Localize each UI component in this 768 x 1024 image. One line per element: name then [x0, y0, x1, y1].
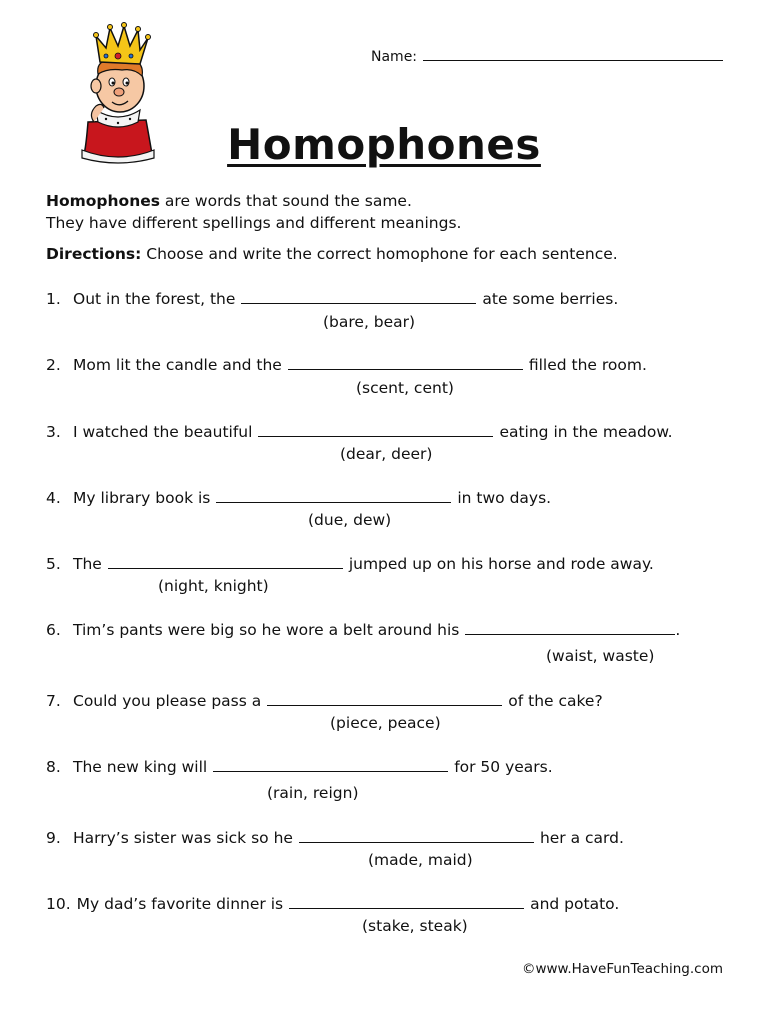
question-number: 6. [46, 621, 61, 639]
question-8 [46, 758, 553, 776]
question-text-after: for 50 years. [454, 758, 553, 776]
question-number: 9. [46, 829, 61, 847]
answer-blank[interactable] [216, 492, 451, 503]
worksheet-title: Homophones [227, 120, 541, 169]
question-text-after: her a card. [539, 829, 624, 847]
copyright-footer: ©www.HaveFunTeaching.com [521, 961, 723, 977]
answer-blank[interactable] [258, 426, 493, 437]
question-text-after: . [675, 621, 681, 639]
question-text-before: Mom lit the candle and the [73, 356, 282, 374]
question-2 [46, 356, 647, 374]
question-text-before: The [73, 555, 102, 573]
answer-blank[interactable] [289, 898, 524, 909]
intro-text [46, 190, 461, 234]
question-9 [46, 829, 624, 847]
question-text-after: and potato. [530, 895, 620, 913]
question-text-before: I watched the beautiful [73, 423, 253, 441]
question-10 [46, 895, 619, 913]
answer-blank[interactable] [465, 624, 675, 635]
intro-line2: They have different spellings and different meanings. [46, 214, 462, 232]
answer-blank[interactable] [299, 832, 534, 843]
answer-blank[interactable] [288, 359, 523, 370]
question-2-hint: (scent, cent) [356, 379, 454, 397]
question-number: 4. [46, 489, 61, 507]
question-10-hint: (stake, steak) [362, 917, 468, 935]
question-text-after: ate some berries. [482, 290, 619, 308]
question-text-before: My library book is [73, 489, 211, 507]
directions-text: Choose and write the correct homophone for each sentence. [141, 245, 618, 263]
question-text-after: eating in the meadow. [499, 423, 673, 441]
question-5-hint: (night, knight) [158, 577, 269, 595]
question-text-after: filled the room. [528, 356, 647, 374]
question-9-hint: (made, maid) [368, 851, 473, 869]
question-text-before: Harry’s sister was sick so he [73, 829, 293, 847]
name-label: Name: [371, 49, 418, 65]
question-4-hint: (due, dew) [308, 511, 392, 529]
directions [46, 245, 618, 263]
answer-blank[interactable] [108, 558, 343, 569]
directions-label: Directions: [46, 245, 142, 263]
question-text-before: Tim’s pants were big so he wore a belt around his [73, 621, 460, 639]
question-5 [46, 555, 654, 573]
question-text-after: in two days. [457, 489, 552, 507]
question-number: 5. [46, 555, 61, 573]
question-number: 10. [46, 895, 71, 913]
question-number: 1. [46, 290, 61, 308]
question-number: 8. [46, 758, 61, 776]
question-3-hint: (dear, deer) [340, 445, 433, 463]
question-text-before: The new king will [73, 758, 208, 776]
answer-blank[interactable] [213, 761, 448, 772]
answer-blank[interactable] [267, 695, 502, 706]
question-text-after: of the cake? [508, 692, 603, 710]
question-number: 2. [46, 356, 61, 374]
question-7-hint: (piece, peace) [330, 714, 441, 732]
question-7 [46, 692, 603, 710]
question-text-before: My dad’s favorite dinner is [76, 895, 284, 913]
question-number: 7. [46, 692, 61, 710]
question-text-before: Could you please pass a [73, 692, 262, 710]
question-number: 3. [46, 423, 61, 441]
question-6-hint: (waist, waste) [546, 647, 655, 665]
answer-blank[interactable] [241, 293, 476, 304]
question-1-hint: (bare, bear) [323, 313, 416, 331]
question-6 [46, 621, 680, 639]
intro-term: Homophones [46, 192, 160, 210]
question-8-hint: (rain, reign) [267, 784, 359, 802]
name-field-row [371, 48, 723, 65]
question-text-after: jumped up on his horse and rode away. [348, 555, 654, 573]
intro-line1: are words that sound the same. [159, 192, 412, 210]
question-1 [46, 290, 618, 308]
question-text-before: Out in the forest, the [73, 290, 236, 308]
name-blank[interactable] [423, 48, 723, 61]
question-4 [46, 489, 551, 507]
question-3 [46, 423, 673, 441]
